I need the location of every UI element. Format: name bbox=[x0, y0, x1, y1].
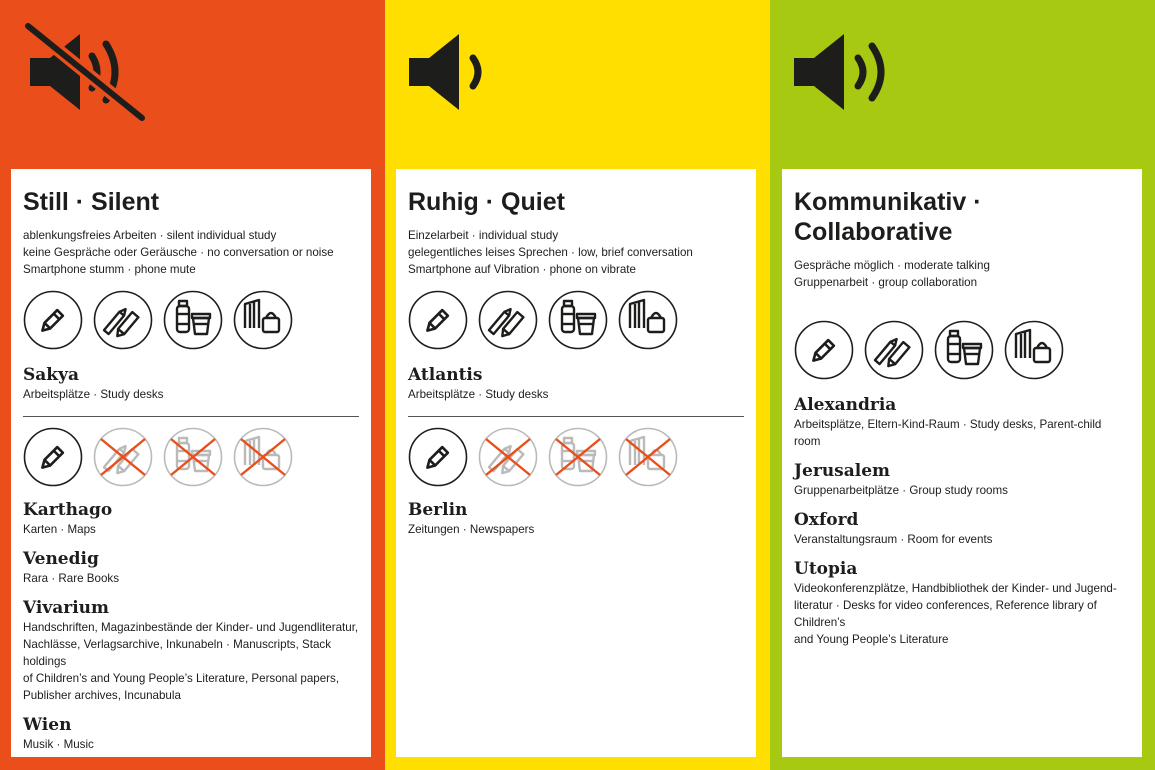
beverages-forbidden-icon bbox=[163, 427, 223, 487]
pens-markers-forbidden-icon bbox=[93, 427, 153, 487]
bags-jackets-forbidden-icon bbox=[618, 427, 678, 487]
divider bbox=[23, 416, 359, 417]
room-oxford: Oxford Veranstaltungsraum · Room for events bbox=[794, 510, 993, 546]
pens-markers-icon bbox=[93, 290, 153, 350]
beverages-icon bbox=[548, 290, 608, 350]
zone-card bbox=[396, 169, 756, 757]
speaker-loud-icon bbox=[792, 18, 922, 128]
restricted-items bbox=[23, 427, 359, 489]
allowed-items bbox=[23, 290, 359, 352]
pens-markers-icon bbox=[478, 290, 538, 350]
pencil-icon bbox=[408, 427, 468, 487]
room-alexandria: Alexandria Arbeitsplätze, Eltern-Kind-Raum · Study desks, Parent-child room bbox=[794, 395, 1102, 448]
restricted-items bbox=[408, 427, 744, 489]
bags-jackets-forbidden-icon bbox=[233, 427, 293, 487]
bags-jackets-icon bbox=[1004, 320, 1064, 380]
zone-collaborative bbox=[770, 0, 1155, 770]
bags-jackets-icon bbox=[233, 290, 293, 350]
zone-description: Gespräche möglich · moderate talking Gruppenarbeit · group collaboration bbox=[794, 259, 990, 289]
zone-title: Ruhig · Quiet bbox=[408, 188, 565, 216]
pens-markers-forbidden-icon bbox=[478, 427, 538, 487]
zone-title: Still · Silent bbox=[23, 188, 160, 216]
bags-jackets-icon bbox=[618, 290, 678, 350]
room-sakya: Sakya Arbeitsplätze · Study desks bbox=[23, 365, 164, 401]
room-atlantis: Atlantis Arbeitsplätze · Study desks bbox=[408, 365, 549, 401]
zone-card bbox=[782, 169, 1142, 757]
pencil-icon bbox=[408, 290, 468, 350]
pencil-icon bbox=[794, 320, 854, 380]
allowed-items bbox=[408, 290, 744, 352]
pens-markers-icon bbox=[864, 320, 924, 380]
zone-title: Kommunikativ · Collaborative bbox=[794, 188, 982, 246]
beverages-forbidden-icon bbox=[548, 427, 608, 487]
beverages-icon bbox=[934, 320, 994, 380]
speaker-muted-icon bbox=[22, 18, 152, 128]
room-jerusalem: Jerusalem Gruppenarbeitplätze · Group study rooms bbox=[794, 461, 1008, 497]
pencil-icon bbox=[23, 290, 83, 350]
zone-quiet bbox=[385, 0, 770, 770]
beverages-icon bbox=[163, 290, 223, 350]
zone-silent bbox=[0, 0, 385, 770]
zone-description: ablenkungsfreies Arbeiten · silent individual study keine Gespräche oder Geräusche · no conversation or noise Smartphone stumm · phone mute bbox=[23, 229, 334, 276]
room-utopia: Utopia Videokonferenzplätze, Handbibliothek der Kinder- und Jugend- literatur · Desks for video conferences, Reference library of Children’s and Young People’s Literature bbox=[794, 559, 1117, 646]
room-wien: Wien Musik · Music bbox=[23, 715, 94, 751]
room-vivarium: Vivarium Handschriften, Magazinbestände der Kinder- und Jugendliteratur, Nachlässe, Verlagsarchive, Inkunabeln · Manuscripts, Stack holdings of Children’s and Young People’s Literature, Personal papers, Publisher archives, Incunabula bbox=[23, 598, 359, 702]
zone-description: Einzelarbeit · individual study gelegentliches leises Sprechen · low, brief conversation Smartphone auf Vibration · phone on vibrate bbox=[408, 229, 693, 276]
room-venedig: Venedig Rara · Rare Books bbox=[23, 549, 120, 585]
room-berlin: Berlin Zeitungen · Newspapers bbox=[408, 500, 535, 536]
allowed-items bbox=[794, 320, 1130, 382]
divider bbox=[408, 416, 744, 417]
room-karthago: Karthago Karten · Maps bbox=[23, 500, 113, 536]
pencil-icon bbox=[23, 427, 83, 487]
speaker-low-icon bbox=[407, 18, 537, 128]
zone-card bbox=[11, 169, 371, 757]
